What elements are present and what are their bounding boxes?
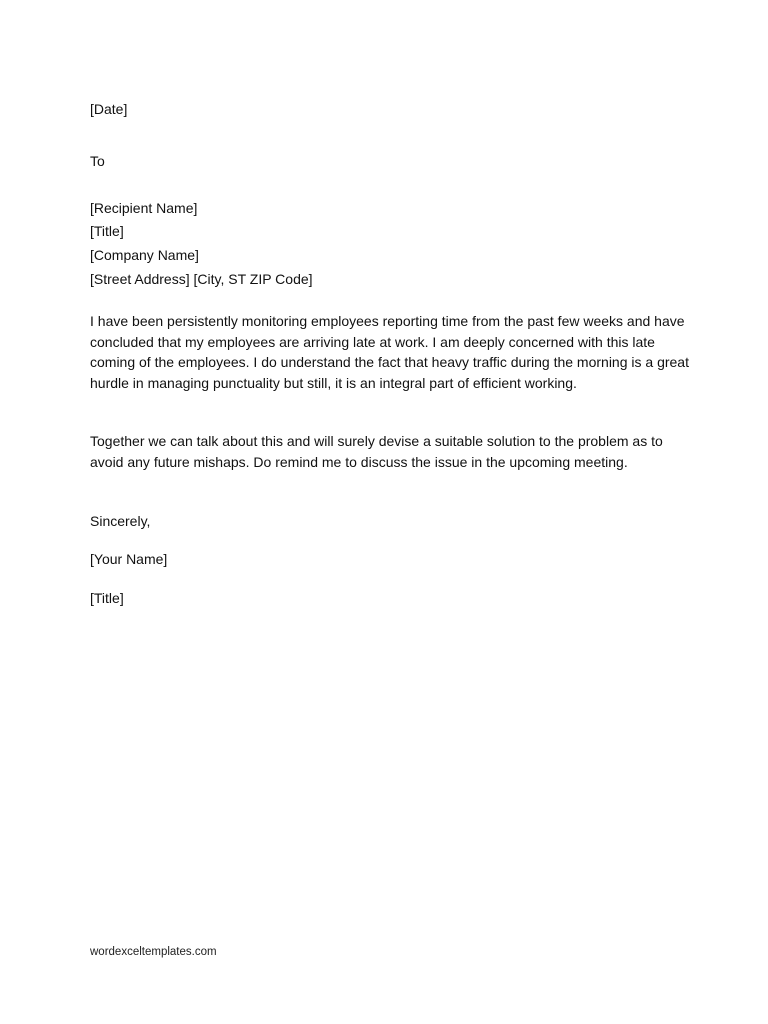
recipient-address: [Street Address] [City, ST ZIP Code]: [90, 271, 313, 287]
sender-title: [Title]: [90, 590, 124, 606]
letter-closing: Sincerely,: [90, 513, 151, 529]
letter-to-label: To: [90, 153, 105, 169]
body-paragraph-1: I have been persistently monitoring employees reporting time from the past few weeks and have concluded that my employees are arriving late at work. I am deeply concerned with this late coming of the employees. I do understand the fact that heavy traffic during the morning is a great hurdle in managing punctuality but still, it is an integral part of efficient working.: [90, 313, 689, 391]
recipient-name: [Recipient Name]: [90, 200, 198, 216]
footer-website: wordexceltemplates.com: [90, 946, 217, 958]
letter-date: [Date]: [90, 101, 128, 117]
body-paragraph-2: Together we can talk about this and will surely devise a suitable solution to the problem as to avoid any future mishaps. Do remind me to discuss the issue in the upcoming meeting.: [90, 433, 663, 470]
recipient-company: [Company Name]: [90, 247, 199, 263]
recipient-title: [Title]: [90, 223, 124, 239]
sender-name: [Your Name]: [90, 551, 168, 567]
